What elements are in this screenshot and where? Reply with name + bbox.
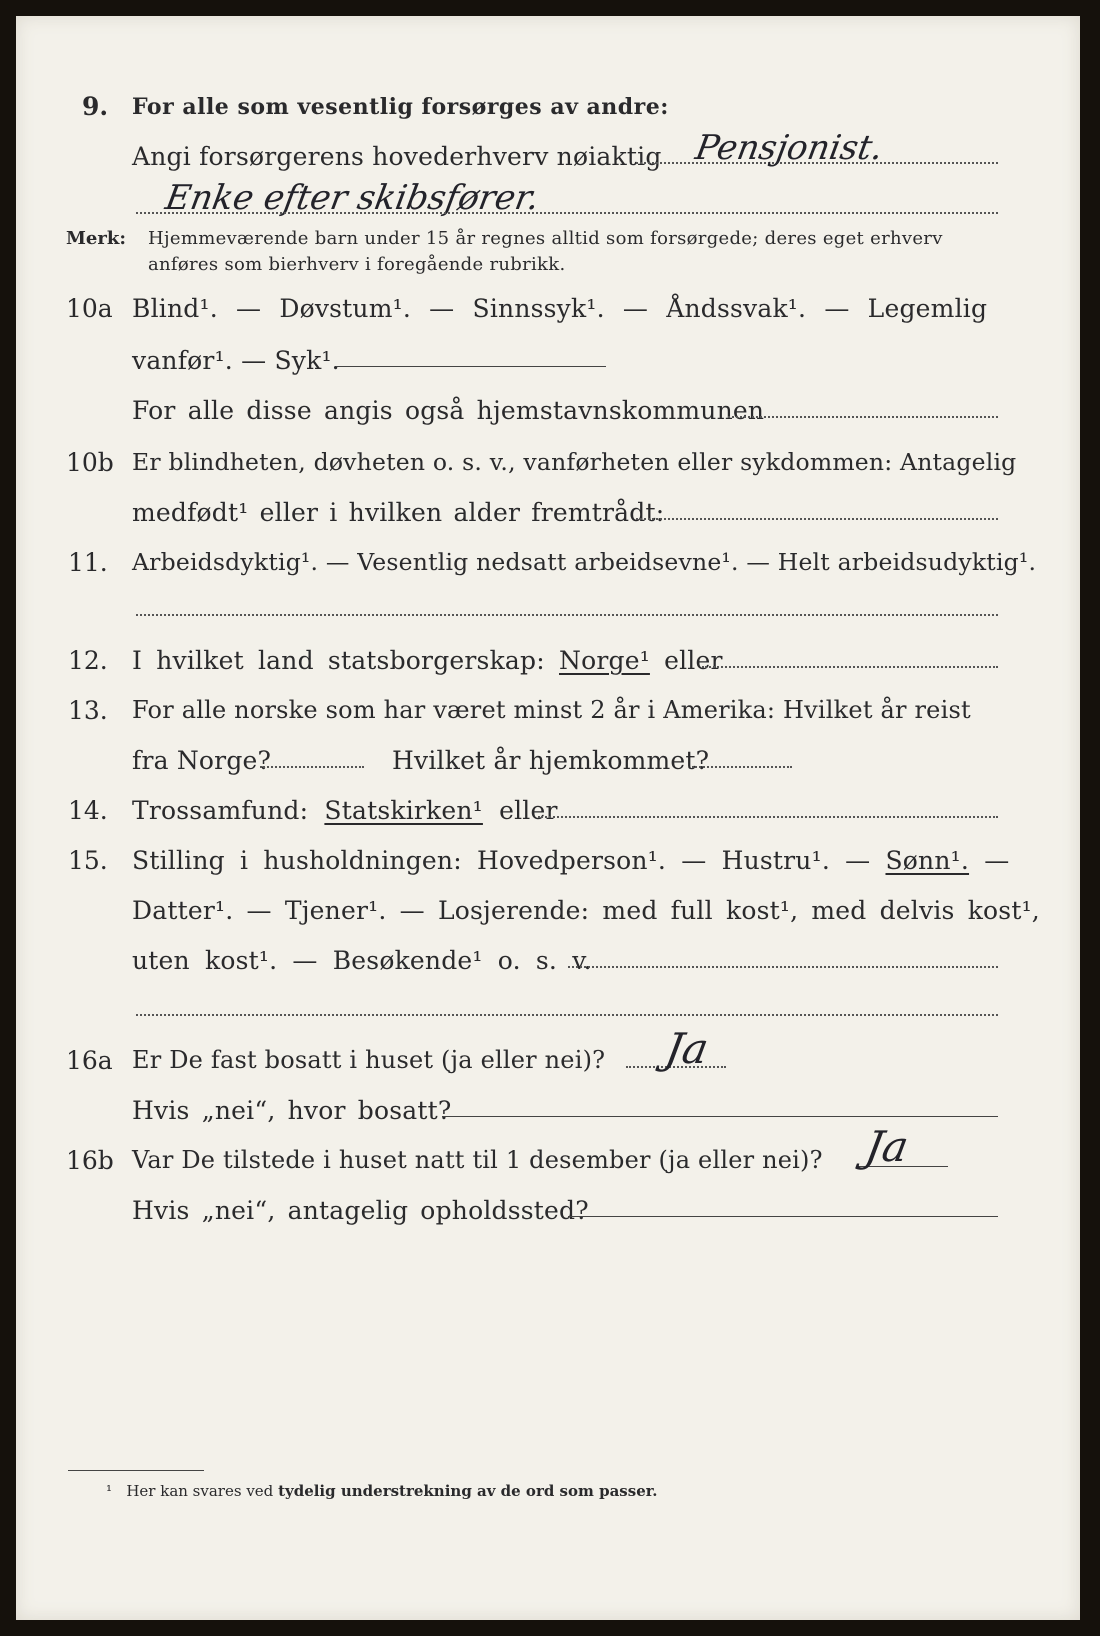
q12-norge-underlined: Norge¹	[559, 646, 650, 675]
q14-text	[132, 796, 558, 825]
footnote-rule	[68, 1470, 204, 1471]
q10a-line1: Blind¹. — Døvstum¹. — Sinnssyk¹. — Åndssvak¹. — Legemlig	[132, 294, 988, 323]
q9-handwritten-answer-2: Enke efter skibsfører.	[162, 178, 543, 218]
q15-line3: uten kost¹. — Besøkende¹ o. s. v.	[132, 946, 592, 975]
q10a-kommune-line	[728, 416, 998, 418]
q15-number: 15.	[68, 846, 108, 875]
q16b-handwritten-answer: Ja	[861, 1122, 913, 1171]
q9-prompt: Angi forsørgerens hovederhverv nøiaktig	[132, 142, 662, 171]
q15-line1-text: Stilling i husholdningen: Hovedperson¹. — Hustru¹. —	[132, 846, 871, 875]
q16a-followup: Hvis „nei“, hvor bosatt?	[132, 1096, 452, 1125]
q16b-followup-line	[568, 1216, 998, 1217]
q12-eller: eller	[664, 646, 723, 675]
q12-number: 12.	[68, 646, 108, 675]
q16b-number: 16b	[66, 1146, 114, 1175]
q10b-line2: medfødt¹ eller i hvilken alder fremtrådt:	[132, 498, 665, 527]
q10b-number: 10b	[66, 448, 114, 477]
q16a-handwritten-answer: Ja	[661, 1024, 713, 1073]
q14-answer-line	[538, 816, 998, 818]
q13-hjemkommet-line	[692, 766, 792, 768]
q10a-line2: vanfør¹. — Syk¹.	[132, 346, 340, 375]
footnote	[106, 1482, 658, 1500]
q15-line2: Datter¹. — Tjener¹. — Losjerende: med full kost¹, med delvis kost¹,	[132, 896, 1040, 925]
q9-answer-line-2	[136, 212, 998, 214]
q16b-question: Var De tilstede i huset natt til 1 desember (ja eller nei)?	[132, 1146, 823, 1174]
q13-reist-label: fra Norge?	[132, 746, 272, 775]
q10b-answer-line	[636, 518, 998, 520]
q15-answer-line	[568, 966, 998, 968]
q9-handwritten-answer-1: Pensjonist.	[692, 128, 887, 168]
q13-number: 13.	[68, 696, 108, 725]
q11-answer-line	[136, 614, 998, 616]
q16b-followup: Hvis „nei“, antagelig opholdssted?	[132, 1196, 589, 1225]
q9-number: 9.	[82, 92, 109, 121]
q15-answer-line-2	[136, 1014, 998, 1016]
q16a-number: 16a	[66, 1046, 113, 1075]
q15-line1	[132, 846, 1009, 875]
q10a-line3: For alle disse angis også hjemstavnskommunen	[132, 396, 765, 425]
q15-sonn-underlined: Sønn¹.	[885, 846, 970, 875]
q14-number: 14.	[68, 796, 108, 825]
footnote-bold-text: tydelig understrekning av de ord som passer.	[278, 1482, 658, 1500]
q13-hjemkommet-label: Hvilket år hjemkommet?	[392, 746, 710, 775]
q14-prompt: Trossamfund:	[132, 796, 309, 825]
q13-reist-line	[260, 766, 364, 768]
q10b-line1: Er blindheten, døvheten o. s. v., vanførheten eller sykdommen: Antagelig	[132, 448, 1017, 476]
merk-label: Merk:	[66, 228, 126, 249]
q14-eller: eller	[499, 796, 558, 825]
q12-answer-line	[702, 666, 998, 668]
q11-line1: Arbeidsdyktig¹. — Vesentlig nedsatt arbeidsevne¹. — Helt arbeidsudyktig¹.	[132, 548, 1037, 576]
q10a-number: 10a	[66, 294, 113, 323]
q16a-question: Er De fast bosatt i huset (ja eller nei)?	[132, 1046, 606, 1074]
merk-text-1: Hjemmeværende barn under 15 år regnes alltid som forsørgede; deres eget erhverv	[148, 228, 943, 249]
q15-line1-dash: —	[984, 846, 1010, 875]
q10a-syk-line	[336, 366, 606, 367]
q12-prompt: I hvilket land statsborgerskap:	[132, 646, 545, 675]
merk-text-2: anføres som bierhverv i foregående rubrikk.	[148, 254, 566, 275]
census-form-page	[16, 16, 1080, 1620]
q11-number: 11.	[68, 548, 108, 577]
q14-statskirken-underlined: Statskirken¹	[324, 796, 483, 825]
q9-heading: For alle som vesentlig forsørges av andre:	[132, 94, 669, 120]
q12-text	[132, 646, 723, 675]
footnote-text: Her kan svares ved	[126, 1482, 274, 1500]
q16a-followup-line	[442, 1116, 998, 1117]
q13-line1: For alle norske som har været minst 2 år i Amerika: Hvilket år reist	[132, 696, 971, 724]
footnote-mark: ¹	[106, 1482, 113, 1500]
